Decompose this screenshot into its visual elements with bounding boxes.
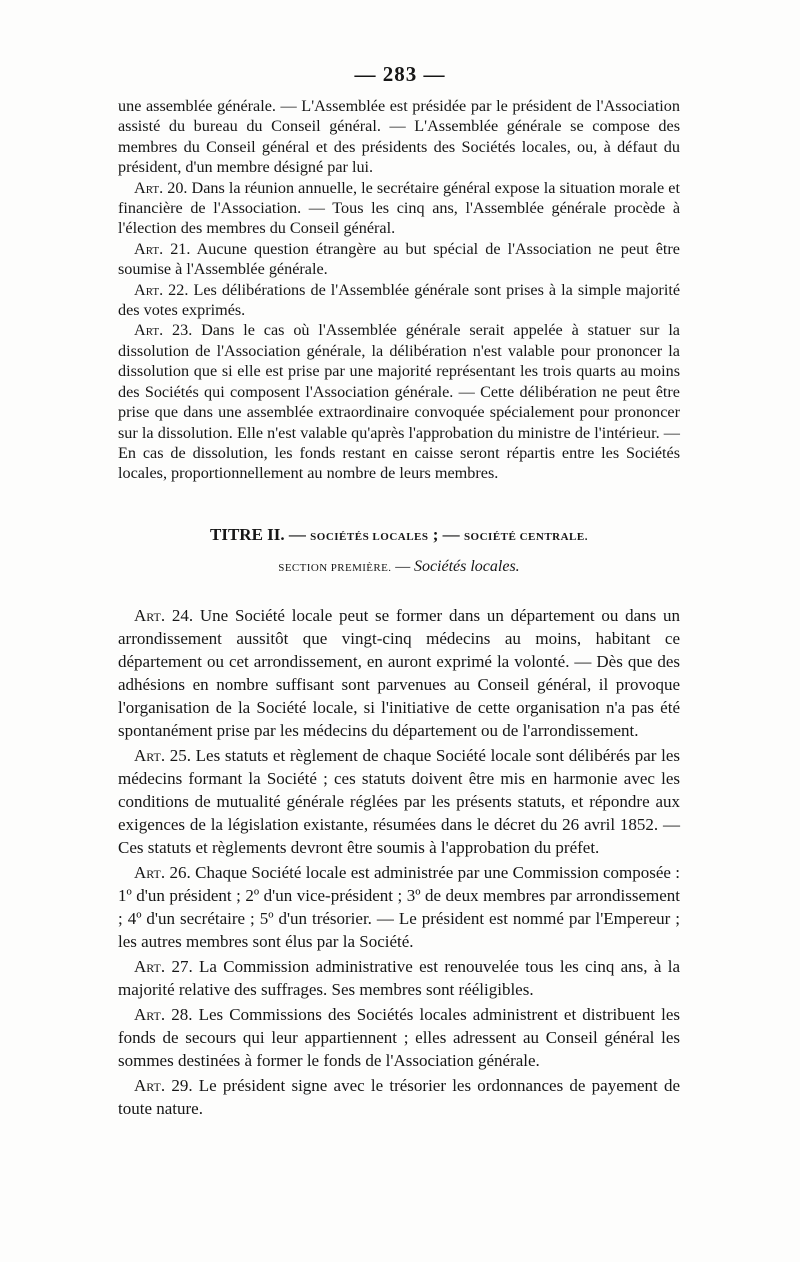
title-main: TITRE II. <box>210 524 285 544</box>
article-28 <box>118 1003 680 1072</box>
article-label: Art. <box>134 1075 166 1095</box>
article-29 <box>118 1074 680 1120</box>
article-23 <box>118 320 680 483</box>
article-21 <box>118 239 680 280</box>
article-text: 23. Dans le cas où l'Assemblée générale serait appelée à statuer sur la dissolution de l'Association générale, la délibération n'est valable pour prononcer la dissolution que si elle est prise par une majorité représentant les trois quarts au moins des Sociétés qui composent l'Association générale. — Cette délibération ne peut être prise que dans une assemblée extraordinaire convoquée spécialement pour prononcer sur la dissolution. Elle n'est valable qu'après l'approbation du ministre de l'intérieur. — En cas de dissolution, les fonds restant en caisse seront répartis entre les Sociétés locales, proportionnellement au nombre de leurs membres. <box>118 321 680 483</box>
article-label: Art. <box>134 1004 166 1024</box>
title-dash: — <box>284 524 311 544</box>
article-text: 24. Une Société locale peut se former dans un département ou dans un arrondissement aussitôt que vingt-cinq médecins au moins, habitant ce département ou cet arrondissement, en auront exprimé la volonté. — Dès que des adhésions en nombre suffisant sont parvenues au Conseil général, il provoque l'organisation de la Société locale, si l'initiative de cette organisation n'a pas été spontanément prise par les médecins du département ou de l'arrondissement. <box>118 605 680 740</box>
article-25 <box>118 744 680 859</box>
title-heading <box>118 524 680 548</box>
paragraph-text: une assemblée générale. — L'Assemblée est présidée par le président de l'Association assisté du bureau du Conseil général. — L'Assemblée générale se compose des membres du Conseil général et des présidents des Sociétés locales, ou, à défaut du président, d'un membre désigné par lui. <box>118 97 680 177</box>
page-number: — 283 — <box>354 62 446 86</box>
article-text: 29. Le président signe avec le trésorier les ordonnances de payement de toute nature. <box>118 1075 680 1118</box>
title-sub-local: SOCIÉTÉS LOCALES <box>310 530 429 543</box>
title-separator: ; — <box>428 524 464 544</box>
article-text: 28. Les Commissions des Sociétés locales administrent et distribuent les fonds de secours qui leur appartiennent ; elles adressent au Conseil général les sommes destinées à former le fonds de l'Association générale. <box>118 1004 680 1070</box>
article-label: Art. <box>134 280 164 299</box>
article-27 <box>118 955 680 1001</box>
article-24 <box>118 604 680 742</box>
title-sub-central: SOCIÉTÉ CENTRALE. <box>463 530 588 543</box>
article-text: 26. Chaque Société locale est administrée par une Commission composée : 1º d'un président ; 2º d'un vice-président ; 3º de deux membres par arrondissement ; 4º d'un secrétaire ; 5º d'un trésorier. — Le président est nommé par l'Empereur ; les autres membres sont élus par la Société. <box>118 862 680 951</box>
article-label: Art. <box>134 239 164 258</box>
article-26 <box>118 861 680 953</box>
article-20 <box>118 178 680 239</box>
article-label: Art. <box>134 605 166 625</box>
paragraph-continuation <box>118 96 680 178</box>
body-text <box>118 96 680 1120</box>
article-text: 27. La Commission administrative est renouvelée tous les cinq ans, à la majorité relative des suffrages. Ses membres sont rééligibles. <box>118 956 680 999</box>
article-text: 22. Les délibérations de l'Assemblée générale sont prises à la simple majorité des votes exprimés. <box>118 280 680 320</box>
section-name: Sociétés locales. <box>413 557 520 575</box>
article-22 <box>118 280 680 321</box>
section-heading <box>118 557 680 578</box>
article-label: Art. <box>134 321 164 340</box>
article-text: 25. Les statuts et règlement de chaque Société locale sont délibérés par les médecins formant la Société ; ces statuts doivent être mis en harmonie avec les conditions de mutualité générale réglées par les présents statuts, et répondre aux exigences de la législation existante, résumées dans le décret du 26 avril 1852. — Ces statuts et règlements devront être soumis à l'approbation du préfet. <box>118 745 680 857</box>
article-label: Art. <box>134 745 166 765</box>
section-dash: — <box>391 558 414 575</box>
article-text: 21. Aucune question étrangère au but spécial de l'Association ne peut être soumise à l'Assemblée générale. <box>118 239 680 279</box>
article-label: Art. <box>134 178 164 197</box>
article-label: Art. <box>134 862 166 882</box>
section-label: SECTION PREMIÈRE. <box>278 561 392 574</box>
article-label: Art. <box>134 956 166 976</box>
article-text: 20. Dans la réunion annuelle, le secrétaire général expose la situation morale et financière de l'Association. — Tous les cinq ans, l'Assemblée générale procède à l'élection des membres du Conseil général. <box>118 178 680 238</box>
